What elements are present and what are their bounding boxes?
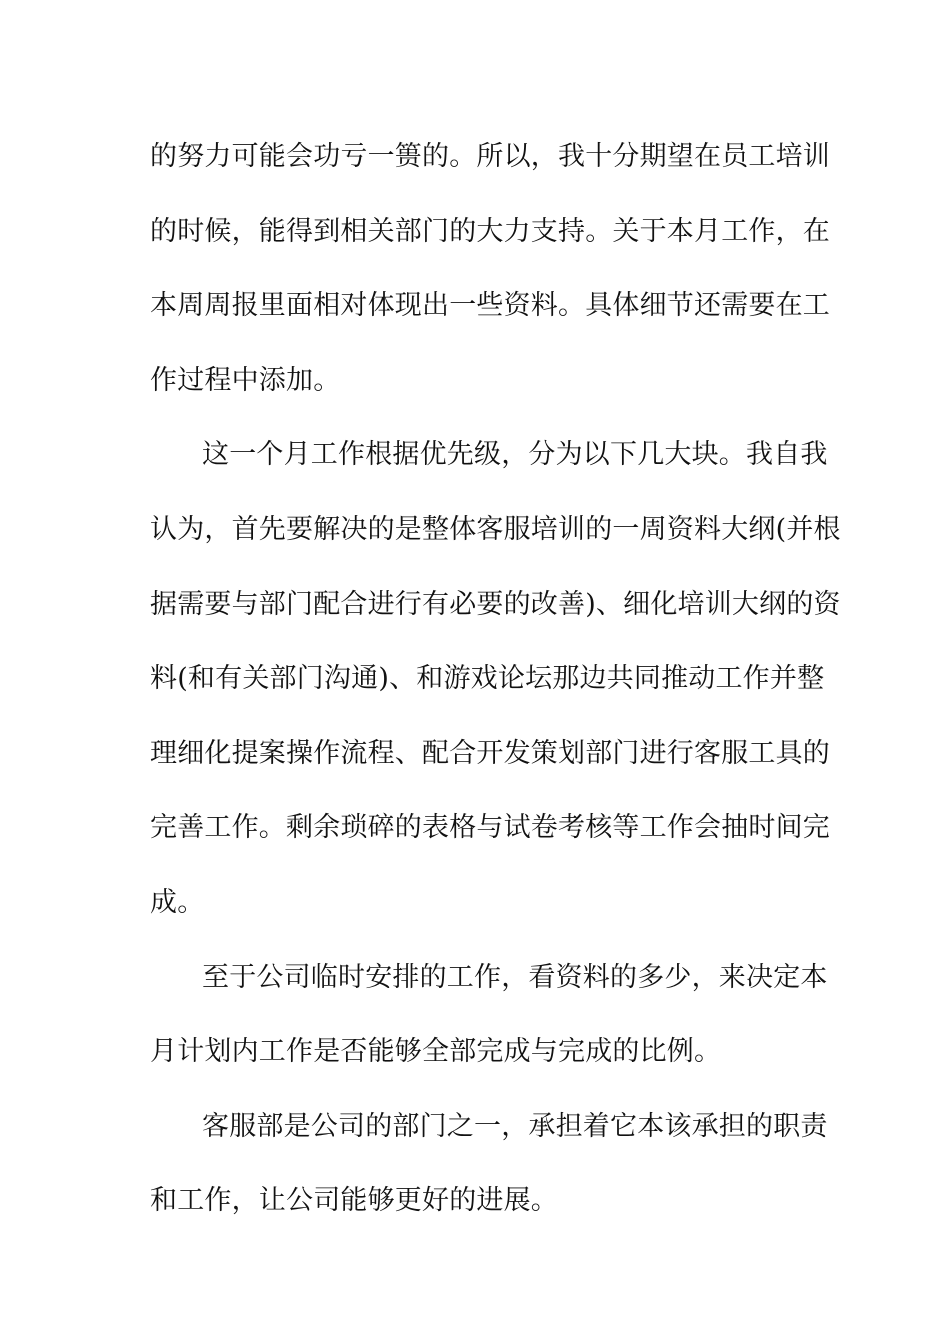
document-body: [150, 120, 841, 1239]
text-line: 这一个月工作根据优先级，分为以下几大块。我自我: [202, 439, 828, 471]
paragraph-1: [150, 120, 830, 418]
text-line: 至于公司临时安排的工作，看资料的多少，来决定本: [202, 961, 828, 993]
text-line: 认为，首先要解决的是整体客服培训的一周资料大纲(并根: [150, 513, 841, 545]
text-line: 月计划内工作是否能够全部完成与完成的比例。: [150, 1036, 722, 1068]
text-line: 料(和有关部门沟通)、和游戏论坛那边共同推动工作并整: [150, 663, 825, 695]
text-line: 作过程中添加。: [150, 364, 341, 396]
text-line: 的努力可能会功亏一篑的。所以，我十分期望在员工培训: [150, 141, 830, 172]
text-line: 完善工作。剩余琐碎的表格与试卷考核等工作会抽时间完: [150, 812, 830, 844]
text-line: 客服部是公司的部门之一，承担着它本该承担的职责: [202, 1110, 828, 1142]
paragraph-3: [150, 941, 828, 1090]
paragraph-4: [150, 1090, 828, 1239]
paragraph-2: [150, 418, 841, 940]
text-line: 成。: [150, 886, 205, 918]
text-line: 理细化提案操作流程、配合开发策划部门进行客服工具的: [150, 737, 830, 769]
text-line: 的时候，能得到相关部门的大力支持。关于本月工作，在: [150, 215, 830, 247]
text-line: 据需要与部门配合进行有必要的改善)、细化培训大纲的资: [150, 588, 841, 620]
text-line: 本周周报里面相对体现出一些资料。具体细节还需要在工: [150, 290, 830, 322]
text-line: 和工作，让公司能够更好的进展。: [150, 1185, 558, 1217]
